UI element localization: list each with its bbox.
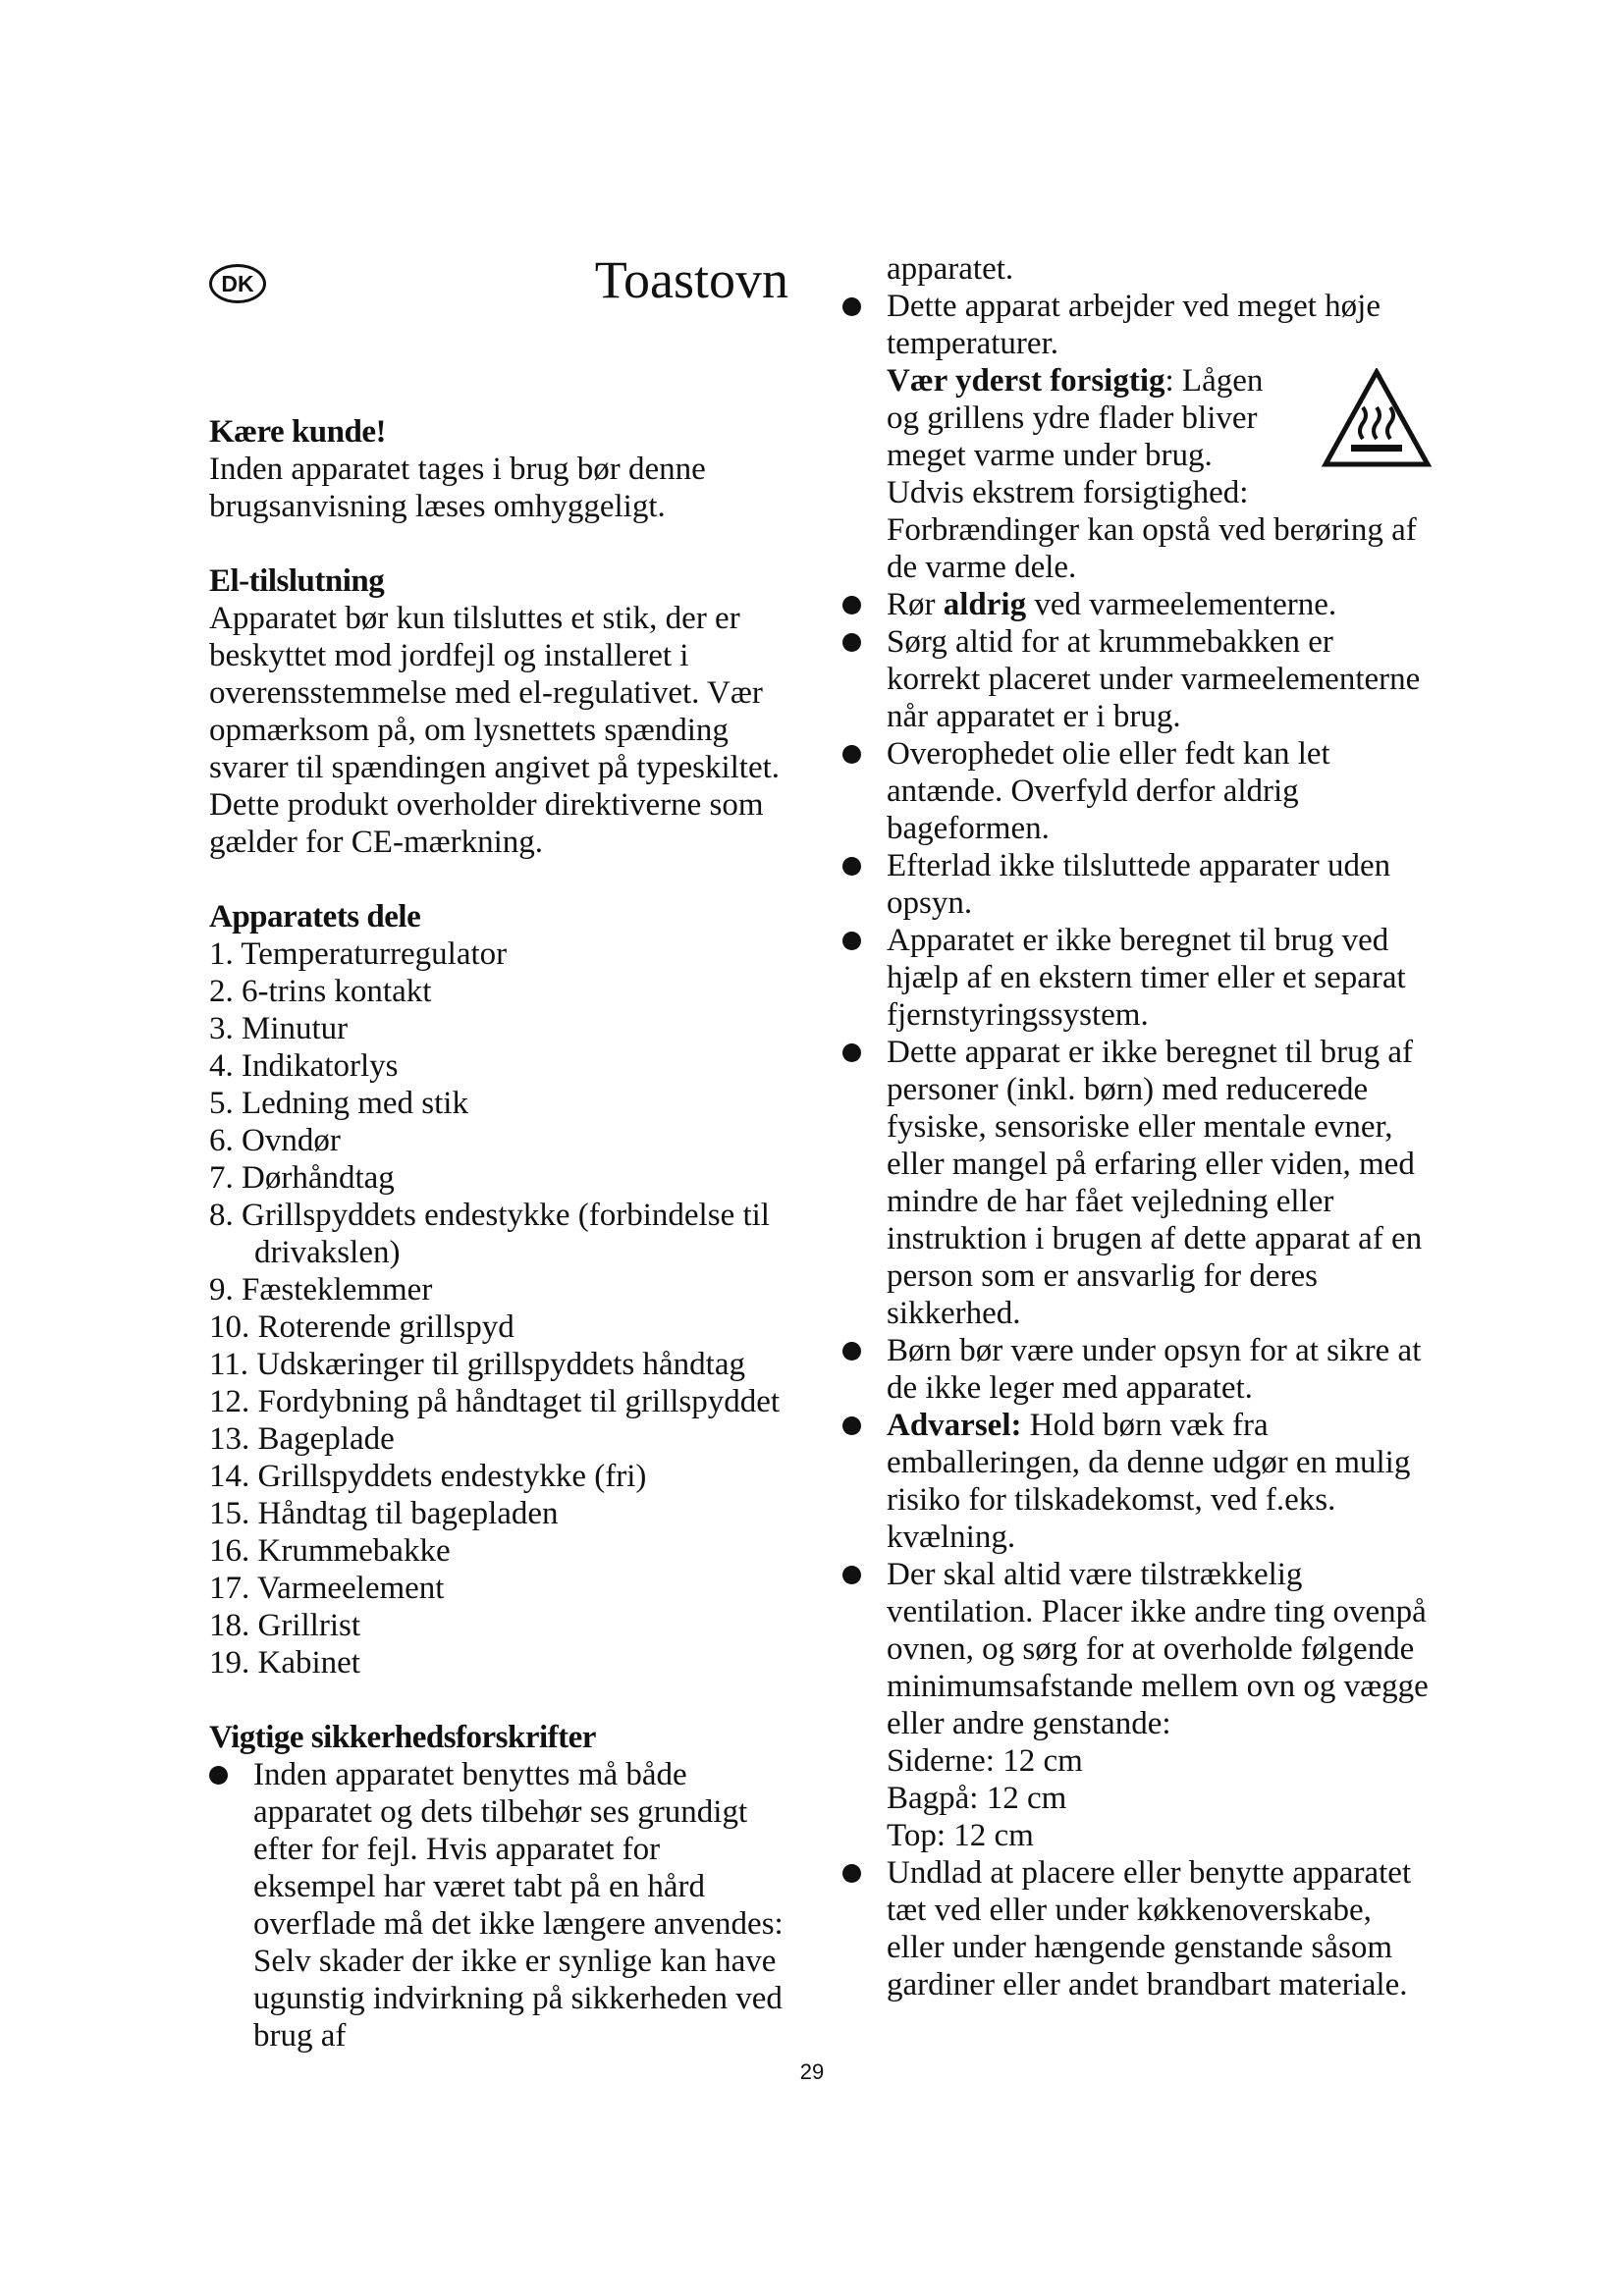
list-item: 11. Udskæringer til grillspyddets håndtag [209,1347,745,1382]
intro-text: Inden apparatet tages i brug bør denne brugsanvisning læses omhyggeligt. [209,452,706,524]
list-item: 4. Indikatorlys [209,1048,399,1084]
distance-back: Bagpå: 12 cm [887,1781,1067,1816]
bullet-icon [842,857,861,876]
hot-surface-icon [1322,368,1432,470]
list-item: 15. Håndtag til bagepladen [209,1496,559,1531]
page-number: 29 [799,2059,825,2084]
bullet-icon [209,1766,228,1785]
hot-surface-warning [842,362,1432,474]
page-title: Toastovn [594,250,788,309]
safety-item-timer: Apparatet er ikke beregnet til brug ved hjælp af en ekstern timer eller et separat fjernstyringssystem. [842,922,1432,1034]
bullet-icon [842,596,861,614]
list-item: 6. Ovndør [209,1123,341,1158]
safety-list-right [842,288,1432,362]
distance-top: Top: 12 cm [887,1818,1034,1853]
bullet-icon [842,745,861,764]
bullet-icon [842,297,861,316]
left-column [209,250,788,2055]
warning-text: : Lågen og grillens ydre flader bliver meget varme under brug. [887,363,1264,473]
list-item: 16. Krummebakke [209,1533,451,1569]
el-text: Apparatet bør kun tilsluttes et stik, der er beskyttet mod jordfejl og installeret i overensstemmelse med el-regulativet. Vær opmærksom på, om lysnettets spænding svarer til spændingen angivet på typeskiltet. Dette produkt overholder direktiverne som gælder for CE-mærkning. [209,601,781,860]
list-item: 12. Fordybning på håndtaget til grillspyddet [209,1384,781,1419]
bullet-icon [842,1342,861,1361]
safety-item-touch: Rør aldrig ved varmeelementerne. [842,586,1432,623]
safety-item-crumb-tray: Sørg altid for at krummebakken er korrekt placeret under varmeelementerne når apparatet er i brug. [842,623,1432,735]
distance-sides: Siderne: 12 cm [887,1743,1083,1779]
el-heading: El-tilslutning [209,563,385,599]
bullet-icon [842,1864,861,1883]
list-item: 5. Ledning med stik [209,1086,468,1121]
warning-tail: Udvis ekstrem forsigtighed: Forbrændinger kan opstå ved berøring af de varme dele. [887,475,1417,585]
list-item: 3. Minutur [209,1011,349,1046]
list-item: 1. Temperaturregulator [209,936,508,972]
intro-heading: Kære kunde! [209,414,386,450]
list-item: 18. Grillrist [209,1608,360,1643]
warning-bold: Vær yderst forsigtig [887,363,1165,399]
parts-list [209,935,788,1682]
safety-item-inspection-cont: apparatet. [887,251,1014,287]
list-item: 7. Dørhåndtag [209,1160,395,1196]
safety-item-unattended: Efterlad ikke tilsluttede apparater uden opsyn. [842,847,1432,922]
safety-item-temperature: Dette apparat arbejder ved meget høje temperaturer. [842,288,1432,362]
safety-item-advarsel: Advarsel: Hold børn væk fra emballeringen, da denne udgør en mulig risiko for tilskadekomst, ved f.eks. kvælning. [842,1407,1432,1556]
bullet-icon [842,633,861,652]
bullet-icon [842,932,861,950]
list-item: 10. Roterende grillspyd [209,1309,514,1345]
list-item: 13. Bageplade [209,1421,395,1457]
list-item: 8. Grillspyddets endestykke (forbindelse til drivakslen) [209,1198,770,1270]
list-item: 19. Kabinet [209,1645,360,1681]
page-header [209,250,788,309]
list-item: 17. Varmeelement [209,1571,445,1606]
safety-item-persons: Dette apparat er ikke beregnet til brug af personer (inkl. børn) med reducerede fysiske, sensoriske eller mentale evner, eller mangel på erfaring eller viden, med mindre de har fået vejledning eller instruktion i brugen af dette apparat af en person som er ansvarlig for deres sikkerhed. [842,1034,1432,1332]
list-item: 2. 6-trins kontakt [209,974,432,1009]
list-item: 14. Grillspyddets endestykke (fri) [209,1459,647,1494]
bullet-icon [842,1416,861,1435]
parts-heading: Apparatets dele [209,899,421,934]
safety-list-left [209,1756,788,2055]
safety-item-oil: Overophedet olie eller fedt kan let antænde. Overfyld derfor aldrig bageformen. [842,735,1432,847]
bullet-icon [842,1566,861,1584]
language-badge: DK [209,264,266,303]
safety-item-children: Børn bør være under opsyn for at sikre at de ikke leger med apparatet. [842,1332,1432,1407]
safety-item-cabinets: Undlad at placere eller benytte apparatet tæt ved eller under køkkenoverskabe, eller under hængende genstande såsom gardiner eller andet brandbart materiale. [842,1854,1432,2003]
list-item: 9. Fæsteklemmer [209,1272,433,1308]
right-column [842,250,1432,2003]
safety-list-right-2 [842,586,1432,2003]
safety-heading: Vigtige sikkerhedsforskrifter [209,1720,596,1755]
bullet-icon [842,1043,861,1062]
safety-item-ventilation: Der skal altid være tilstrækkelig ventilation. Placer ikke andre ting ovenpå ovnen, og sørg for at overholde følgende minimumsafstande mellem ovn og vægge eller andre genstande: Siderne: 12 cm Bagpå: 12 cm Top: 12 cm [842,1556,1432,1854]
safety-item-inspection: Inden apparatet benyttes må både apparatet og dets tilbehør ses grundigt efter for fejl. Hvis apparatet for eksempel har været tabt på en hård overflade må det ikke længere anvendes: Selv skader der ikke er synlige kan have ugunstig indvirkning på sikkerheden ved brug af [209,1756,788,2055]
